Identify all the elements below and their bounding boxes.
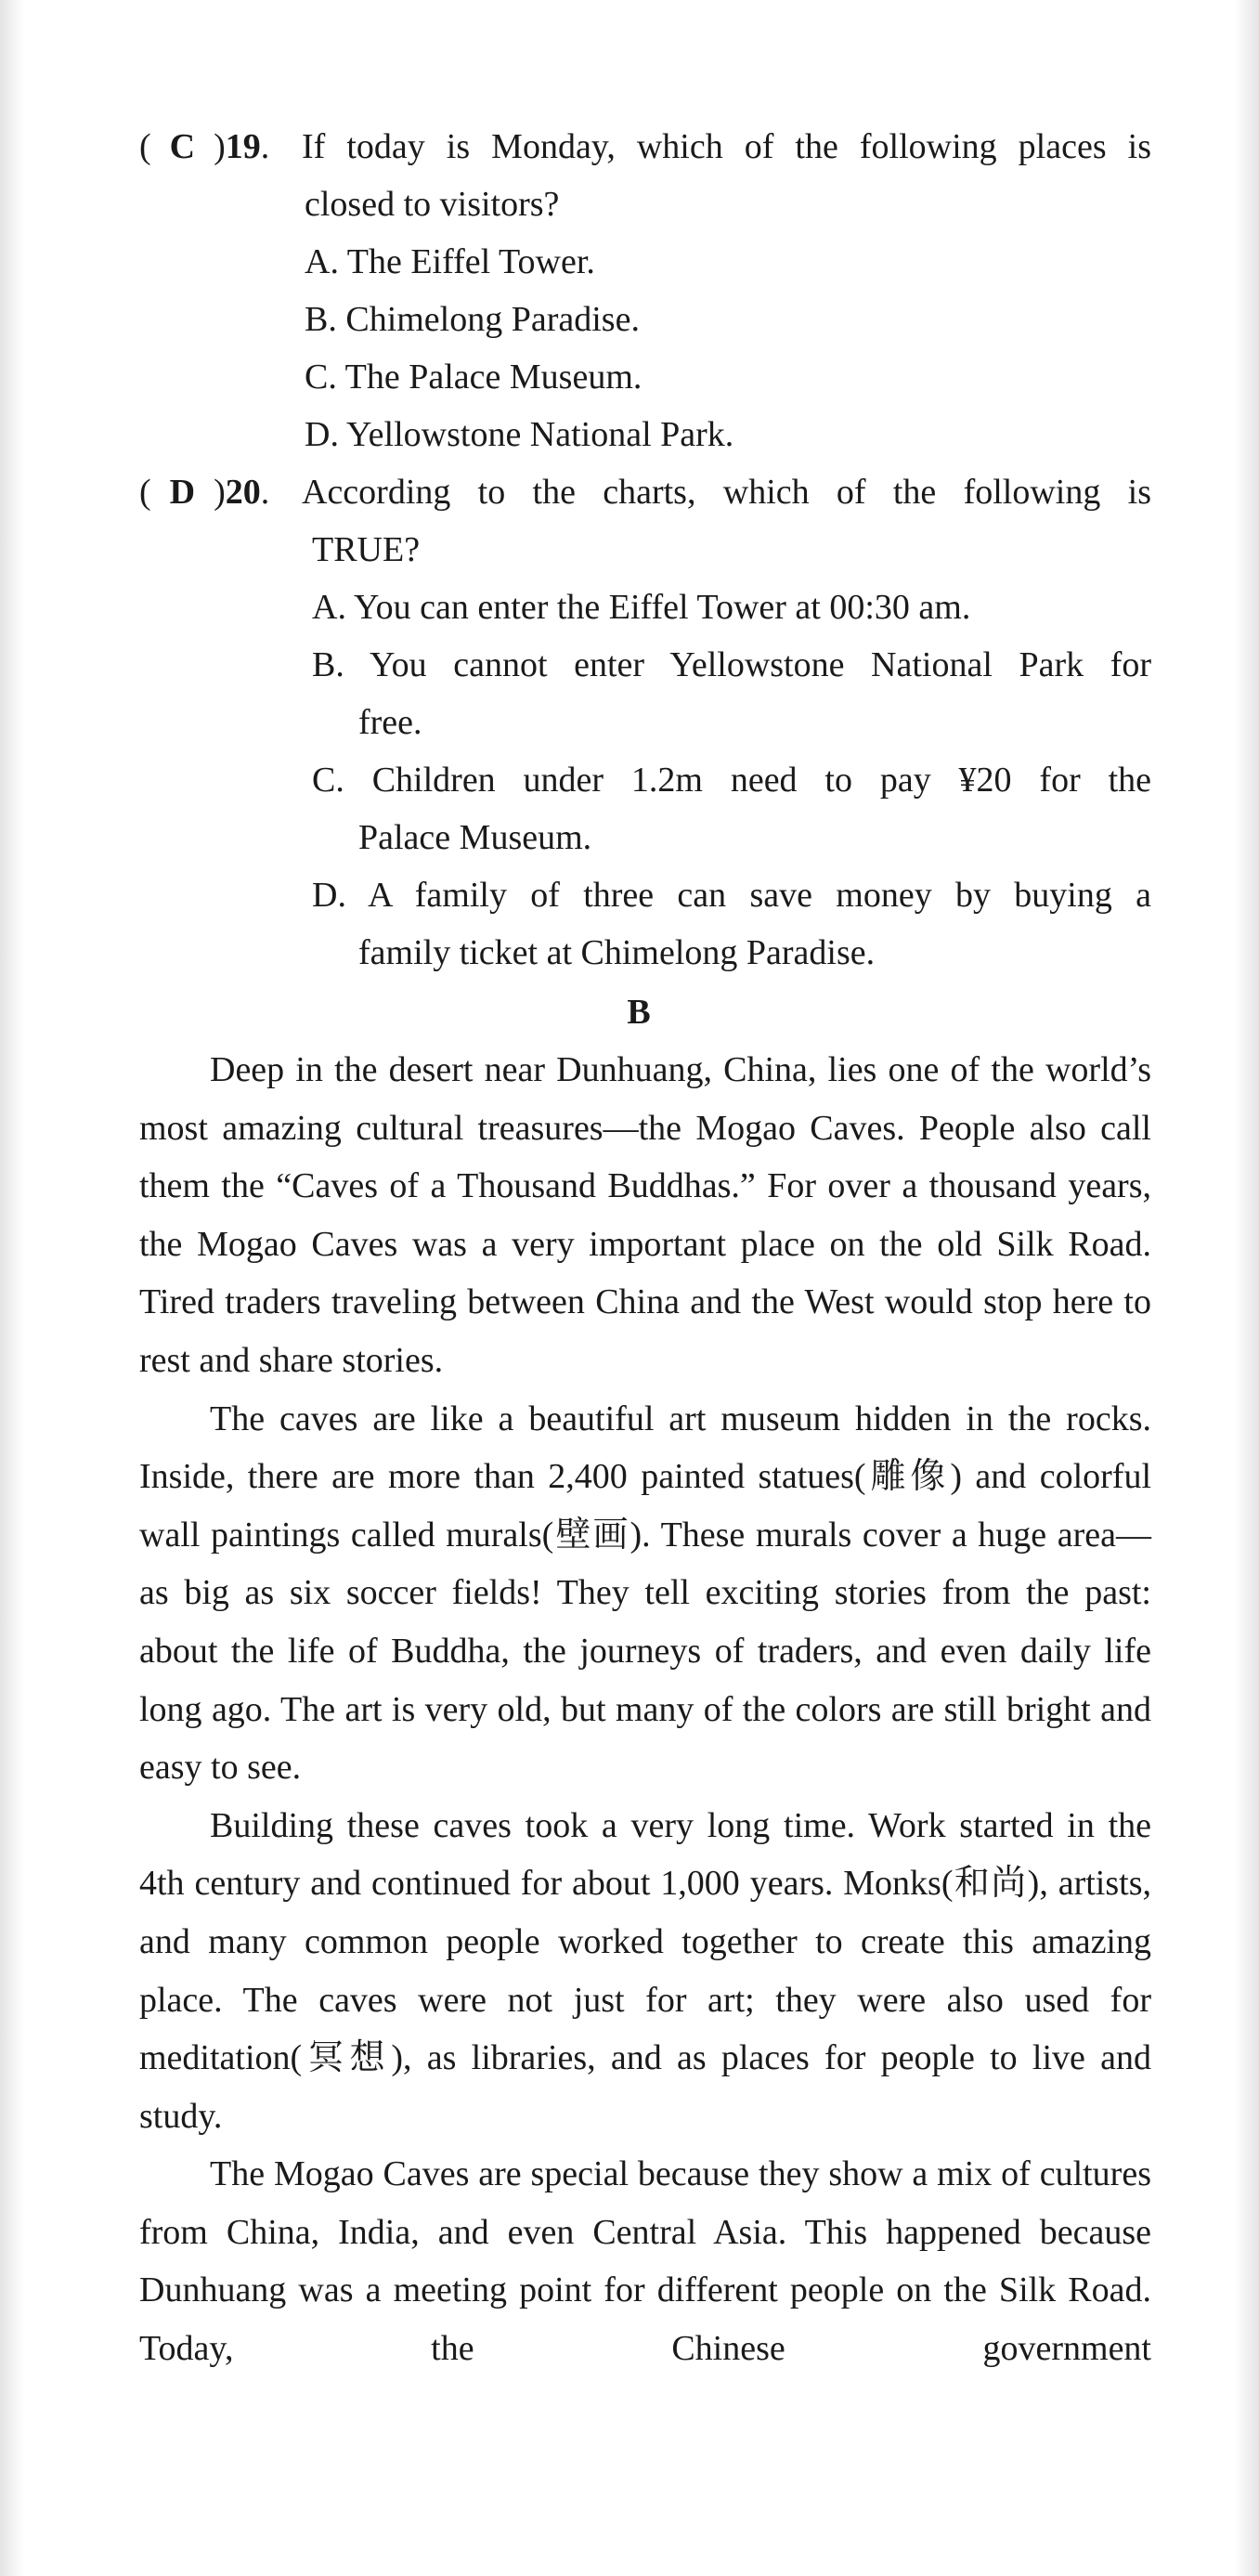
option-text: C. The Palace Museum. — [305, 358, 642, 397]
scan-shadow-left — [0, 0, 24, 2576]
question-stem-continued: TRUE? — [312, 530, 421, 569]
question-stem: If today is Monday, which of the following places is — [302, 127, 1151, 166]
option-text: A. The Eiffel Tower. — [305, 242, 595, 281]
option-list — [139, 579, 1151, 982]
option-list — [139, 233, 1151, 463]
option-text: D. A family of three can save money by buying a — [312, 876, 1151, 915]
option-c — [139, 348, 1151, 406]
option-text: D. Yellowstone National Park. — [305, 415, 734, 454]
option-text-continued: free. — [358, 703, 422, 742]
question-20-head — [139, 463, 1151, 521]
passage-paragraph: The caves are like a beautiful art museum hidden in the rocks. Inside, there are more than 2,400 painted statues(雕像) and colorful wall paintings called murals(壁画). These murals cover a huge area—as big as six soccer fields! They tell exciting stories from the past: about the life of Buddha, the journeys of traders, and even daily life long ago. The art is very old, but many of the colors are still bright and easy to see. — [139, 1399, 1151, 1788]
question-stem-continued: closed to visitors? — [305, 185, 560, 224]
option-d — [139, 406, 1151, 463]
answer-letter: D — [169, 473, 196, 512]
option-text-continued: Palace Museum. — [358, 818, 592, 857]
option-a — [139, 233, 1151, 291]
option-d — [139, 866, 1151, 982]
option-text: B. You cannot enter Yellowstone National Park for — [312, 645, 1151, 684]
question-number: 19 — [225, 127, 261, 166]
option-c — [139, 751, 1151, 866]
answer-bracket: ( C )19. — [139, 127, 270, 166]
passage-paragraph: Building these caves took a very long time. Work started in the 4th century and continued for about 1,000 years. Monks(和尚), artists, and many common people worked together to create this amazing place. The caves were not just for art; they were also used for meditation(冥想), as libraries, and as places for people to live and study. — [139, 1805, 1151, 2136]
passage-paragraph: Deep in the desert near Dunhuang, China, lies one of the world’s most amazing cultural treasures—the Mogao Caves. People also call them the “Caves of a Thousand Buddhas.” For over a thousand years, the Mogao Caves was a very important place on the old Silk Road. Tired traders traveling between China and the West would stop here to rest and share stories. — [139, 1050, 1151, 1380]
question-stem: According to the charts, which of the following is — [302, 473, 1151, 512]
answer-letter: C — [169, 127, 196, 166]
option-text-continued: family ticket at Chimelong Paradise. — [358, 933, 876, 972]
question-19-head — [139, 118, 1151, 176]
option-text: B. Chimelong Paradise. — [305, 300, 640, 339]
question-number: 20 — [225, 473, 261, 512]
passage-paragraph: The Mogao Caves are special because they show a mix of cultures from China, India, and even Central Asia. This happened because Dunhuang was a meeting point for different people on the Silk Road. Today, the Chinese government — [139, 2154, 1151, 2369]
answer-bracket: ( D )20. — [139, 473, 270, 512]
section-title: B — [627, 993, 651, 1032]
option-text: A. You can enter the Eiffel Tower at 00:30 am. — [312, 588, 971, 627]
option-b — [139, 636, 1151, 751]
question-19 — [139, 118, 1151, 463]
option-a — [139, 579, 1151, 636]
question-20 — [139, 463, 1151, 982]
reading-passage — [139, 1041, 1151, 2378]
option-text: C. Children under 1.2m need to pay ¥20 for the — [312, 761, 1151, 800]
option-b — [139, 291, 1151, 348]
scan-shadow-right — [1235, 0, 1259, 2576]
